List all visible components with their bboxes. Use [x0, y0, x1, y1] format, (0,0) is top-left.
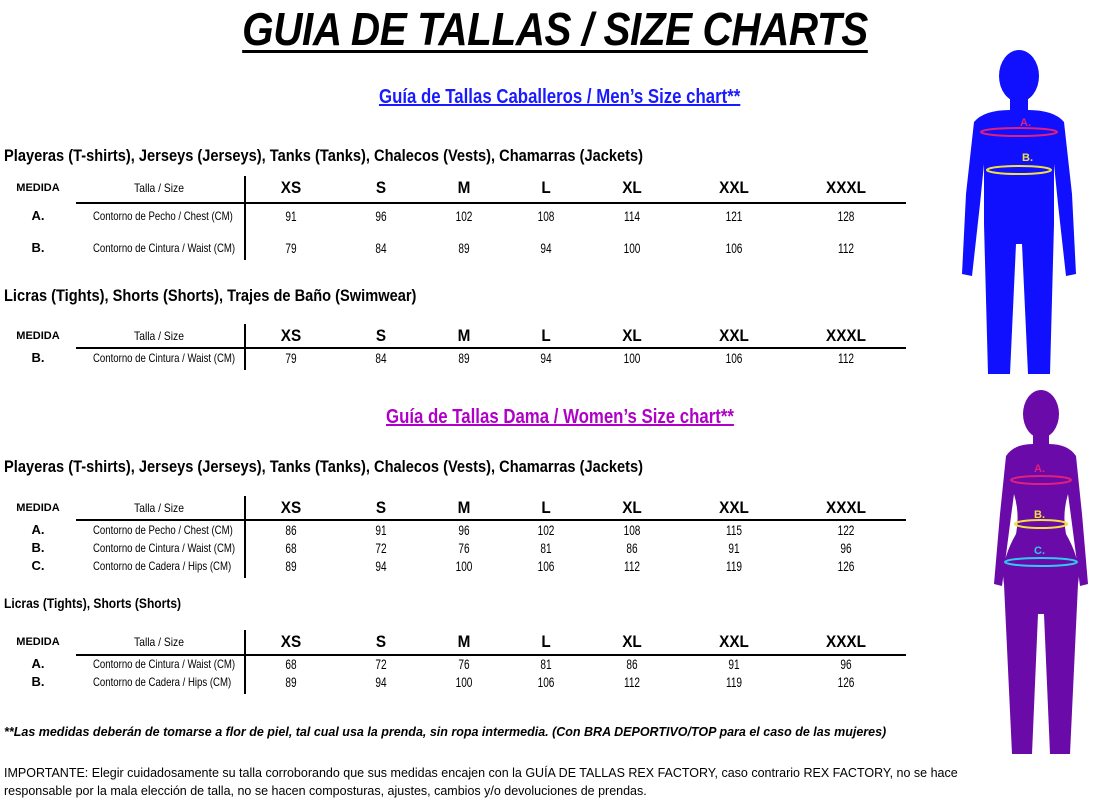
- medida-header: MEDIDA: [16, 330, 60, 342]
- measure-value: 79: [285, 350, 297, 366]
- measure-value: 89: [458, 350, 470, 366]
- measure-value: 108: [537, 208, 555, 224]
- measure-value: 100: [623, 240, 641, 256]
- measure-value: 96: [458, 522, 470, 538]
- measure-value: 128: [837, 208, 855, 224]
- size-header-xs: XS: [280, 178, 302, 197]
- size-header-xxxl: XXXL: [826, 498, 866, 517]
- size-header-xxxl: XXXL: [826, 178, 866, 197]
- measure-description: Contorno de Cintura / Waist (CM): [93, 541, 236, 555]
- size-header-xl: XL: [622, 498, 642, 517]
- size-header-xxxl: XXXL: [826, 326, 866, 345]
- measure-value: 79: [285, 240, 297, 256]
- female-body-figure: [986, 384, 1096, 754]
- measure-description: Contorno de Pecho / Chest (CM): [93, 209, 233, 223]
- measure-value: 84: [375, 350, 387, 366]
- measure-letter: A.: [31, 208, 45, 223]
- size-header-xxl: XXL: [719, 178, 749, 197]
- size-header-xl: XL: [622, 178, 642, 197]
- measure-letter: B.: [31, 674, 45, 689]
- male-label-a: A.: [1020, 117, 1031, 129]
- men-tops-title: Playeras (T-shirts), Jerseys (Jerseys), Tanks (Tanks), Chalecos (Vests), Chamarras (Jackets): [4, 146, 644, 165]
- measure-value: 68: [285, 540, 297, 556]
- table-column-divider: [244, 176, 246, 260]
- measure-value: 108: [623, 522, 641, 538]
- measure-value: 112: [623, 558, 641, 574]
- table-header-rule: [76, 347, 906, 349]
- measure-value: 106: [725, 240, 743, 256]
- measure-letter: A.: [31, 522, 45, 537]
- measure-value: 72: [375, 540, 387, 556]
- measure-value: 94: [375, 558, 387, 574]
- size-header-xs: XS: [280, 632, 302, 651]
- measure-description: Contorno de Cintura / Waist (CM): [93, 351, 236, 365]
- measure-value: 86: [626, 656, 638, 672]
- talla-size-header: Talla / Size: [134, 635, 184, 649]
- measure-value: 119: [725, 558, 743, 574]
- measure-value: 94: [540, 350, 552, 366]
- measure-description: Contorno de Cadera / Hips (CM): [93, 559, 232, 573]
- measure-value: 102: [537, 522, 555, 538]
- talla-size-header: Talla / Size: [134, 501, 184, 515]
- male-silhouette: [962, 50, 1076, 374]
- measure-value: 89: [458, 240, 470, 256]
- measure-value: 72: [375, 656, 387, 672]
- talla-size-header: Talla / Size: [134, 181, 184, 195]
- size-header-m: M: [457, 178, 471, 197]
- measure-description: Contorno de Cintura / Waist (CM): [93, 657, 236, 671]
- measure-value: 96: [375, 208, 387, 224]
- size-header-s: S: [375, 498, 387, 517]
- measure-value: 100: [455, 558, 473, 574]
- female-label-b: B.: [1034, 509, 1045, 521]
- male-label-b: B.: [1022, 152, 1033, 164]
- measure-letter: A.: [31, 656, 45, 671]
- measure-value: 89: [285, 674, 297, 690]
- size-header-xl: XL: [622, 632, 642, 651]
- size-header-xxl: XXL: [719, 326, 749, 345]
- size-header-l: L: [541, 632, 551, 651]
- measure-value: 112: [837, 240, 855, 256]
- measure-value: 126: [837, 674, 855, 690]
- measure-value: 96: [840, 656, 852, 672]
- size-header-m: M: [457, 632, 471, 651]
- measurement-note: **Las medidas deberán de tomarse a flor de piel, tal cual usa la prenda, sin ropa intermedia. (Con BRA DEPORTIVO/TOP para el caso de las mujeres): [4, 725, 887, 739]
- measure-description: Contorno de Cadera / Hips (CM): [93, 675, 232, 689]
- measure-value: 76: [458, 656, 470, 672]
- measure-value: 106: [537, 674, 555, 690]
- size-header-m: M: [457, 326, 471, 345]
- important-disclaimer: IMPORTANTE: Elegir cuidadosamente su talla corroborando que sus medidas encajen con la GUÍA DE TALLAS REX FACTORY, caso contrario REX FACTORY, no se hace responsable por la mala elección de talla, no se hacen composturas, ajustes, cambios y/o devoluciones de prendas.: [4, 766, 958, 798]
- size-header-xxl: XXL: [719, 498, 749, 517]
- table-column-divider: [244, 324, 246, 370]
- measure-value: 84: [375, 240, 387, 256]
- measure-letter: B.: [31, 240, 45, 255]
- measure-value: 100: [455, 674, 473, 690]
- women-tops-title: Playeras (T-shirts), Jerseys (Jerseys), Tanks (Tanks), Chalecos (Vests), Chamarras (Jackets): [4, 457, 644, 476]
- size-header-s: S: [375, 178, 387, 197]
- measure-value: 81: [540, 656, 552, 672]
- size-header-xxl: XXL: [719, 632, 749, 651]
- measure-value: 112: [623, 674, 641, 690]
- size-header-m: M: [457, 498, 471, 517]
- women-bottoms-title: Licras (Tights), Shorts (Shorts): [4, 595, 182, 611]
- measure-description: Contorno de Pecho / Chest (CM): [93, 523, 233, 537]
- measure-value: 91: [728, 540, 740, 556]
- table-header-rule: [76, 519, 906, 521]
- measure-value: 76: [458, 540, 470, 556]
- size-header-xl: XL: [622, 326, 642, 345]
- men-size-heading: Guía de Tallas Caballeros / Men’s Size chart**: [379, 86, 741, 108]
- measure-value: 91: [375, 522, 387, 538]
- measure-value: 102: [455, 208, 473, 224]
- measure-value: 94: [540, 240, 552, 256]
- size-header-xs: XS: [280, 498, 302, 517]
- measure-value: 94: [375, 674, 387, 690]
- measure-value: 106: [725, 350, 743, 366]
- measure-value: 96: [840, 540, 852, 556]
- medida-header: MEDIDA: [16, 502, 60, 514]
- measure-value: 126: [837, 558, 855, 574]
- measure-value: 121: [725, 208, 743, 224]
- medida-header: MEDIDA: [16, 182, 60, 194]
- measure-value: 106: [537, 558, 555, 574]
- measure-value: 112: [837, 350, 855, 366]
- measure-value: 122: [837, 522, 855, 538]
- table-header-rule: [76, 202, 906, 204]
- size-header-l: L: [541, 178, 551, 197]
- measure-value: 86: [285, 522, 297, 538]
- measure-value: 91: [285, 208, 297, 224]
- measure-letter: B.: [31, 540, 45, 555]
- measure-description: Contorno de Cintura / Waist (CM): [93, 241, 236, 255]
- measure-letter: C.: [31, 558, 45, 573]
- male-body-figure: [954, 44, 1084, 374]
- measure-value: 115: [725, 522, 743, 538]
- size-header-s: S: [375, 632, 387, 651]
- measure-letter: B.: [31, 350, 45, 365]
- size-header-xs: XS: [280, 326, 302, 345]
- female-silhouette: [994, 390, 1088, 754]
- men-bottoms-title: Licras (Tights), Shorts (Shorts), Trajes de Baño (Swimwear): [4, 286, 417, 305]
- measure-value: 89: [285, 558, 297, 574]
- measure-value: 86: [626, 540, 638, 556]
- table-column-divider: [244, 630, 246, 694]
- table-column-divider: [244, 496, 246, 578]
- measure-value: 91: [728, 656, 740, 672]
- medida-header: MEDIDA: [16, 636, 60, 648]
- size-header-xxxl: XXXL: [826, 632, 866, 651]
- measure-value: 119: [725, 674, 743, 690]
- measure-value: 114: [623, 208, 641, 224]
- page-title: GUIA DE TALLAS / SIZE CHARTS: [242, 3, 868, 55]
- measure-value: 81: [540, 540, 552, 556]
- measure-value: 68: [285, 656, 297, 672]
- measure-value: 100: [623, 350, 641, 366]
- talla-size-header: Talla / Size: [134, 329, 184, 343]
- size-header-l: L: [541, 326, 551, 345]
- size-header-s: S: [375, 326, 387, 345]
- female-label-c: C.: [1034, 545, 1045, 557]
- women-size-heading: Guía de Tallas Dama / Women’s Size chart**: [386, 406, 734, 428]
- female-label-a: A.: [1034, 463, 1045, 475]
- size-header-l: L: [541, 498, 551, 517]
